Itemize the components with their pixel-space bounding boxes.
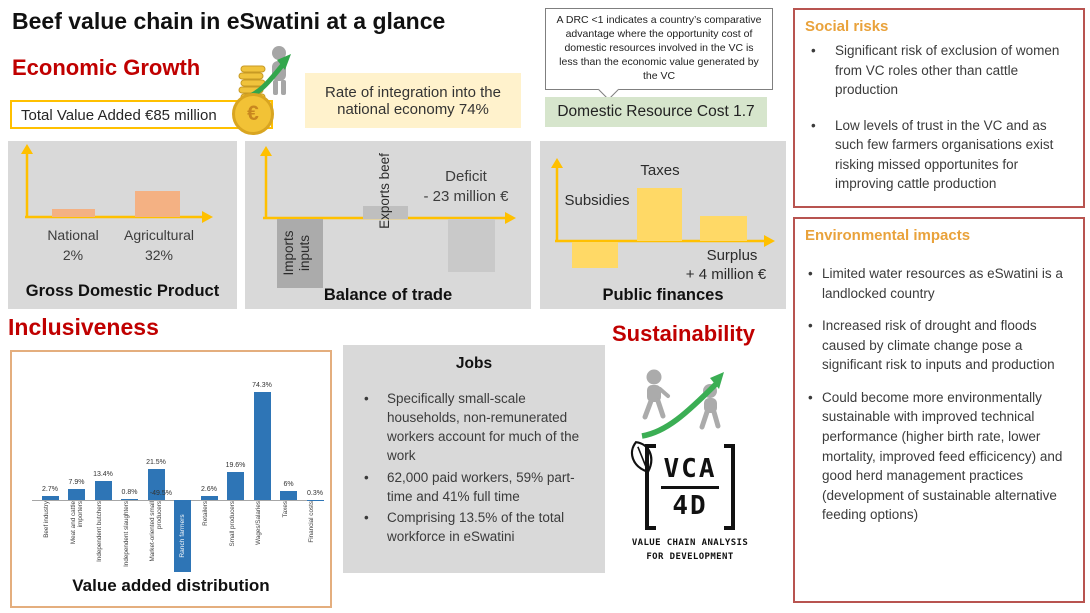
value-added-chart <box>14 360 330 578</box>
va-value-label: -49.5% <box>149 490 172 497</box>
va-bar <box>121 499 138 500</box>
va-category-label: Ranch farmers <box>178 514 186 558</box>
sustainability-heading: Sustainability <box>612 321 756 346</box>
inclusiveness-heading: Inclusiveness <box>8 314 159 340</box>
finance-subsidies-label: Subsidies <box>564 192 630 209</box>
jobs-bullet: • 62,000 paid workers, 59% part-time and 41% full time <box>355 468 593 506</box>
gdp-chart <box>8 141 237 261</box>
integration-rate-box: Rate of integration into the national economy 74% <box>305 73 521 128</box>
drc-note-callout <box>545 8 773 90</box>
va-value-label: 2.7% <box>42 486 58 494</box>
logo-caption-line2: FOR DEVELOPMENT <box>646 551 734 562</box>
logo-divider <box>661 486 719 489</box>
gdp-national-value: 2% <box>62 247 84 263</box>
coins-growth-icon <box>233 44 295 102</box>
va-value-label: 0.3% <box>307 489 323 497</box>
va-category-label: Market-oriented small producers <box>149 501 163 562</box>
va-category-label: Beef industry <box>43 501 50 538</box>
page-title: Beef value chain in eSwatini at a glance <box>12 8 446 34</box>
environmental-impact-bullet: • Increased risk of drought and floods caused by climate change pose a significant risk to inputs and production <box>805 316 1071 375</box>
environmental-impact-bullet: • Could become more environmentally sustainable with improved technical performance (higher birth rate, lower mortality, improved feed efficicency) and good herd management practices (development of sustainable alternative feeding options) <box>805 388 1071 525</box>
va-category-label: Financial costs <box>308 501 315 543</box>
people-growth-icon <box>636 364 732 446</box>
finance-surplus-label: Surplus <box>706 247 758 264</box>
trade-exports-label: Exports beef <box>377 153 392 229</box>
finance-bar-surplus <box>700 216 747 241</box>
fourd-text: 4D <box>672 490 708 521</box>
vca-text: VCA <box>663 453 717 484</box>
finance-taxes-label: Taxes <box>640 162 680 179</box>
value-added-box <box>10 350 332 608</box>
gdp-bar-national <box>52 209 95 217</box>
va-category-label: Taxes <box>281 501 289 518</box>
jobs-bullet: • Comprising 13.5% of the total workforce in eSwatini <box>355 508 593 546</box>
finance-panel <box>540 141 786 309</box>
va-bar <box>201 496 218 500</box>
va-category-label: Small producers <box>228 501 236 547</box>
va-value-label: 19.6% <box>225 461 246 469</box>
logo-caption-line1: VALUE CHAIN ANALYSIS <box>631 538 749 548</box>
jobs-box <box>343 345 605 573</box>
gdp-national-label: National <box>47 227 99 243</box>
environmental-impact-bullet: • Limited water resources as eSwatini is a landlocked country <box>805 264 1071 303</box>
drc-note-text: A DRC <1 indicates a country’s comparative advantage where the opportunity cost of domestic resources involved in the VC is less than the economic value generated by the VC <box>556 14 762 82</box>
domestic-resource-cost-box: Domestic Resource Cost 1.7 <box>545 97 767 127</box>
finance-bar-subsidies <box>572 242 618 268</box>
trade-deficit-value: - 23 million € <box>423 188 509 206</box>
social-risks-box <box>793 8 1085 208</box>
trade-imports-label: Imports inputs <box>281 230 312 276</box>
walking-person-left-icon <box>645 370 668 418</box>
economic-growth-heading: Economic Growth <box>12 55 201 80</box>
va-category-label: Independent slaughters <box>122 501 130 567</box>
va-bar <box>68 489 85 500</box>
total-value-added-box: Total Value Added €85 million <box>10 100 273 129</box>
gdp-agricultural-label: Agricultural <box>123 227 195 243</box>
environmental-impacts-title: Environmental impacts <box>805 227 971 244</box>
va-bar <box>227 472 244 500</box>
gdp-bar-agricultural <box>135 191 180 217</box>
va-category-label: Independent butchers <box>96 501 103 562</box>
va-value-label: 0.8% <box>121 488 138 496</box>
va-category-label: Wages/Salaries <box>255 501 262 545</box>
social-risks-title: Social risks <box>805 18 889 35</box>
va-value-label: 2.6% <box>201 486 217 494</box>
trade-bar-deficit <box>448 219 495 272</box>
trade-deficit-word: Deficit <box>445 168 487 185</box>
va-value-label: 13.4% <box>93 470 113 478</box>
vca4d-logo <box>620 444 760 564</box>
va-value-label: 6% <box>283 481 294 489</box>
trade-deficit-label <box>405 167 527 208</box>
euro-coin-icon: € <box>232 93 274 135</box>
va-category-label: Retailers <box>202 501 209 526</box>
trade-panel-title: Balance of trade <box>323 286 453 304</box>
va-bar <box>42 496 59 500</box>
gdp-panel <box>8 141 237 309</box>
jobs-title: Jobs <box>455 355 493 372</box>
value-added-caption: Value added distribution <box>72 576 270 595</box>
trade-panel <box>245 141 531 309</box>
va-value-label: 7.9% <box>68 478 85 486</box>
gdp-agricultural-value: 32% <box>144 247 174 263</box>
va-category-label: Meat and cattle importers <box>69 501 84 545</box>
leaf-icon <box>624 438 660 476</box>
jobs-bullet: • Specifically small-scale households, non-remunerated workers account for much of the work <box>355 389 593 466</box>
finance-bar-taxes <box>637 188 682 241</box>
social-risk-bullet: • Low levels of trust in the VC and as such few farmers organisations exist risking missed opportunites for improving cattle production <box>805 116 1071 194</box>
social-risk-bullet: • Significant risk of exclusion of women from VC roles other than cattle production <box>805 41 1071 100</box>
right-bracket-shape <box>724 444 735 530</box>
finance-surplus-value: + 4 million € <box>685 266 767 283</box>
va-value-label: 21.5% <box>146 458 166 466</box>
finance-panel-title: Public finances <box>602 286 724 304</box>
va-value-label: 74.3% <box>252 382 272 390</box>
environmental-impacts-box <box>793 217 1085 603</box>
gdp-panel-title: Gross Domestic Product <box>25 282 220 300</box>
